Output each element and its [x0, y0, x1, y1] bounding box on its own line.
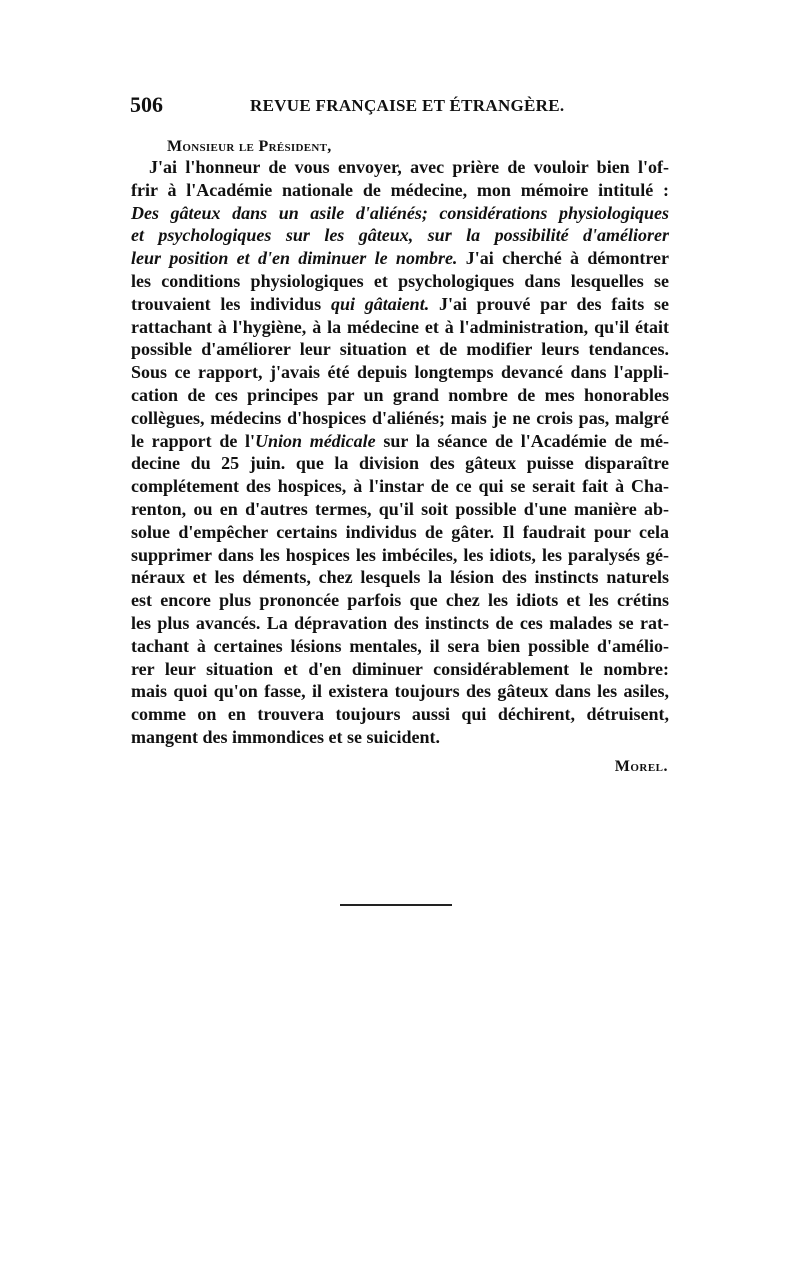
text-line: solue d'empêcher certains individus de gâter. Il faudrait pour cela	[131, 521, 669, 542]
letter-salutation: Monsieur le Président,	[167, 138, 332, 155]
text-line: complétement des hospices, à l'instar de ce qui se serait fait à Cha-	[131, 476, 669, 497]
text-line: tachant à certaines lésions mentales, il sera bien possible d'amélio-	[131, 635, 669, 656]
section-divider-rule	[340, 904, 452, 906]
text-line: mais quoi qu'on fasse, il existera toujours des gâteux dans les asiles,	[131, 681, 669, 702]
letter-body	[131, 156, 669, 749]
text-line: renton, ou en d'autres termes, qu'il soit possible d'une manière ab-	[131, 498, 669, 519]
text-line: cation de ces principes par un grand nombre de mes honorables	[131, 384, 669, 405]
text-line	[131, 224, 669, 247]
memoir-title: Des gâteux dans un asile d'aliénés; considérations physiologiques	[131, 202, 669, 223]
text-line: supprimer dans les hospices les imbéciles, les idiots, les paralysés gé-	[131, 544, 669, 565]
text-line: frir à l'Académie nationale de médecine, mon mémoire intitulé :	[131, 179, 669, 200]
text-line	[131, 202, 669, 225]
text-line: les conditions physiologiques et psychologiques dans lesquelles se	[131, 270, 669, 291]
italic-phrase: qui gâtaient.	[330, 293, 430, 314]
text-line: mangent des immondices et se suicident.	[131, 726, 440, 747]
text-line: est encore plus prononcée parfois que chez les idiots et les crétins	[131, 590, 669, 611]
page-number: 506	[130, 92, 163, 117]
journal-title: Union médicale	[255, 430, 376, 451]
page-header	[130, 92, 670, 122]
text-line: possible d'améliorer leur situation et de modifier leurs tendances.	[131, 339, 669, 360]
text-line: trouvaient les individus qui gâtaient. J'ai prouvé par des faits se	[131, 293, 669, 314]
text-line: collègues, médecins d'hospices d'aliénés; mais je ne crois pas, malgré	[131, 407, 669, 428]
text-line: leur position et d'en diminuer le nombre. J'ai cherché à démontrer	[131, 248, 669, 269]
text-line: rattachant à l'hygiène, à la médecine et à l'administration, qu'il était	[131, 316, 669, 337]
text-line: decine du 25 juin. que la division des gâteux puisse disparaître	[131, 453, 669, 474]
letter-signature: Morel.	[614, 758, 668, 775]
memoir-title: et psychologiques sur les gâteux, sur la possibilité d'améliorer	[131, 225, 669, 246]
memoir-title: leur position et d'en diminuer le nombre.	[131, 248, 458, 269]
text-line: Sous ce rapport, j'avais été depuis longtemps devancé dans l'appli-	[131, 362, 669, 383]
text-line: les plus avancés. La dépravation des instincts de ces malades se rat-	[131, 612, 669, 633]
text-line: rer leur situation et d'en diminuer considérablement le nombre:	[131, 658, 669, 679]
text-line: J'ai l'honneur de vous envoyer, avec prière de vouloir bien l'of-	[149, 157, 669, 177]
text-line: comme on en trouvera toujours aussi qui déchirent, détruisent,	[131, 704, 669, 725]
text-line: le rapport de l'Union médicale sur la séance de l'Académie de mé-	[131, 430, 669, 451]
running-head: REVUE FRANÇAISE ET ÉTRANGÈRE.	[250, 96, 565, 115]
text-line: néraux et les déments, chez lesquels la lésion des instincts naturels	[131, 567, 669, 588]
